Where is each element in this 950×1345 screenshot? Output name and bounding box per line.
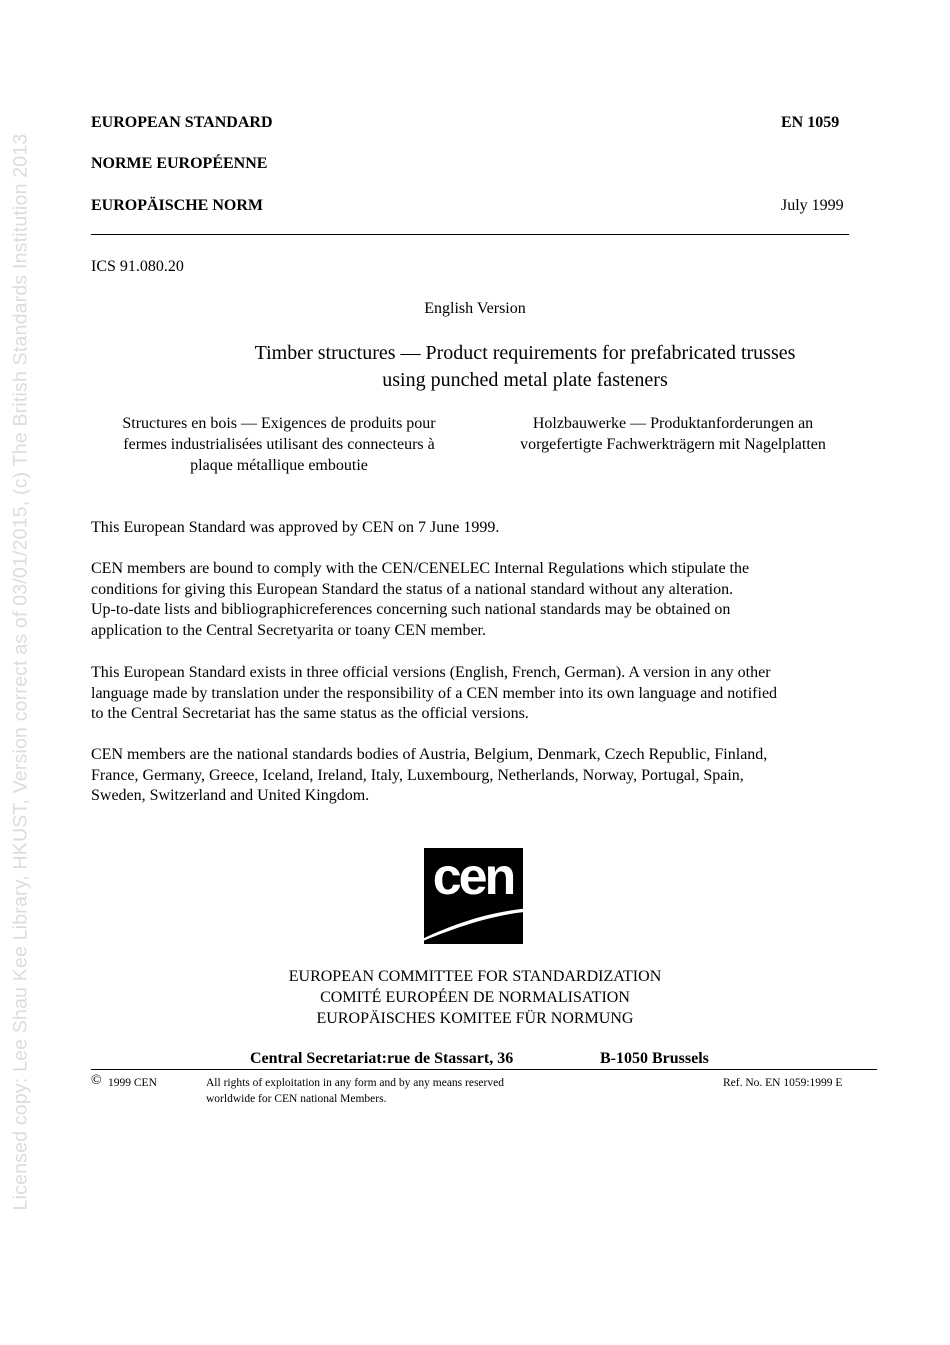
standard-number: EN 1059 bbox=[781, 114, 840, 131]
committee-name-de: EUROPÄISCHES KOMITEE FÜR NORMUNG bbox=[316, 1010, 634, 1027]
secretariat-city: B-1050 Brussels bbox=[600, 1050, 709, 1067]
copyright-year: 1999 CEN bbox=[108, 1077, 157, 1089]
cen-logo bbox=[416, 848, 536, 944]
title-german: Holzbauwerke — Produktanforderungen an vorgefertigte Fachwerkträgern mit Nagelplatten bbox=[520, 415, 826, 453]
title-french: Structures en bois — Exigences de produits pour fermes industrialisées utilisant des connecteurs à plaque métallique emboutie bbox=[122, 415, 436, 474]
cen-logo-text: cen bbox=[432, 848, 514, 906]
footer-divider bbox=[91, 1069, 877, 1070]
secretariat-address: Central Secretariat:rue de Stassart, 36 bbox=[250, 1050, 514, 1067]
publication-date: July 1999 bbox=[781, 197, 844, 214]
header-divider bbox=[91, 234, 849, 235]
reference-number: Ref. No. EN 1059:1999 E bbox=[723, 1077, 843, 1089]
copyright-icon: © bbox=[91, 1073, 102, 1088]
committee-name-fr: COMITÉ EUROPÉEN DE NORMALISATION bbox=[320, 989, 630, 1006]
committee-name-en: EUROPEAN COMMITTEE FOR STANDARDIZATION bbox=[288, 968, 662, 985]
license-watermark: Licensed copy: Lee Shau Kee Library, HKUST, Version correct as of 03/01/2015, (c) The British Standards Institution 2013 bbox=[9, 133, 32, 1211]
approval-paragraph: This European Standard was approved by CEN on 7 June 1999. bbox=[91, 519, 500, 536]
title-english: Timber structures — Product requirements for prefabricated trusses using punched metal plate fasteners bbox=[254, 342, 796, 391]
version-label: English Version bbox=[424, 300, 526, 317]
rights-notice: All rights of exploitation in any form and by any means reserved worldwide for CEN national Members. bbox=[206, 1077, 504, 1105]
regulations-paragraph: CEN members are bound to comply with the CEN/CENELEC Internal Regulations which stipulate the conditions for giving this European Standard the status of a national standard without any alteration. Up-to-date lists and bibliographicreferences concerning such national standards may be obtained on application to the Central Secretyarita or toany CEN member. bbox=[91, 560, 750, 640]
standard-label-fr: NORME EUROPÉENNE bbox=[91, 155, 268, 172]
versions-paragraph: This European Standard exists in three official versions (English, French, German). A version in any other language made by translation under the responsibility of a CEN member into its own language and notified to the Central Secretariat has the same status as the official versions. bbox=[91, 664, 778, 723]
members-paragraph: CEN members are the national standards bodies of Austria, Belgium, Denmark, Czech Republic, Finland, France, Germany, Greece, Iceland, Ireland, Italy, Luxembourg, Netherlands, Norway, Portugal, Spain, Sweden, Switzerland and United Kingdom. bbox=[91, 746, 768, 805]
standard-label-en: EUROPEAN STANDARD bbox=[91, 114, 273, 131]
ics-code: ICS 91.080.20 bbox=[91, 258, 184, 275]
standard-label-de: EUROPÄISCHE NORM bbox=[91, 197, 264, 214]
